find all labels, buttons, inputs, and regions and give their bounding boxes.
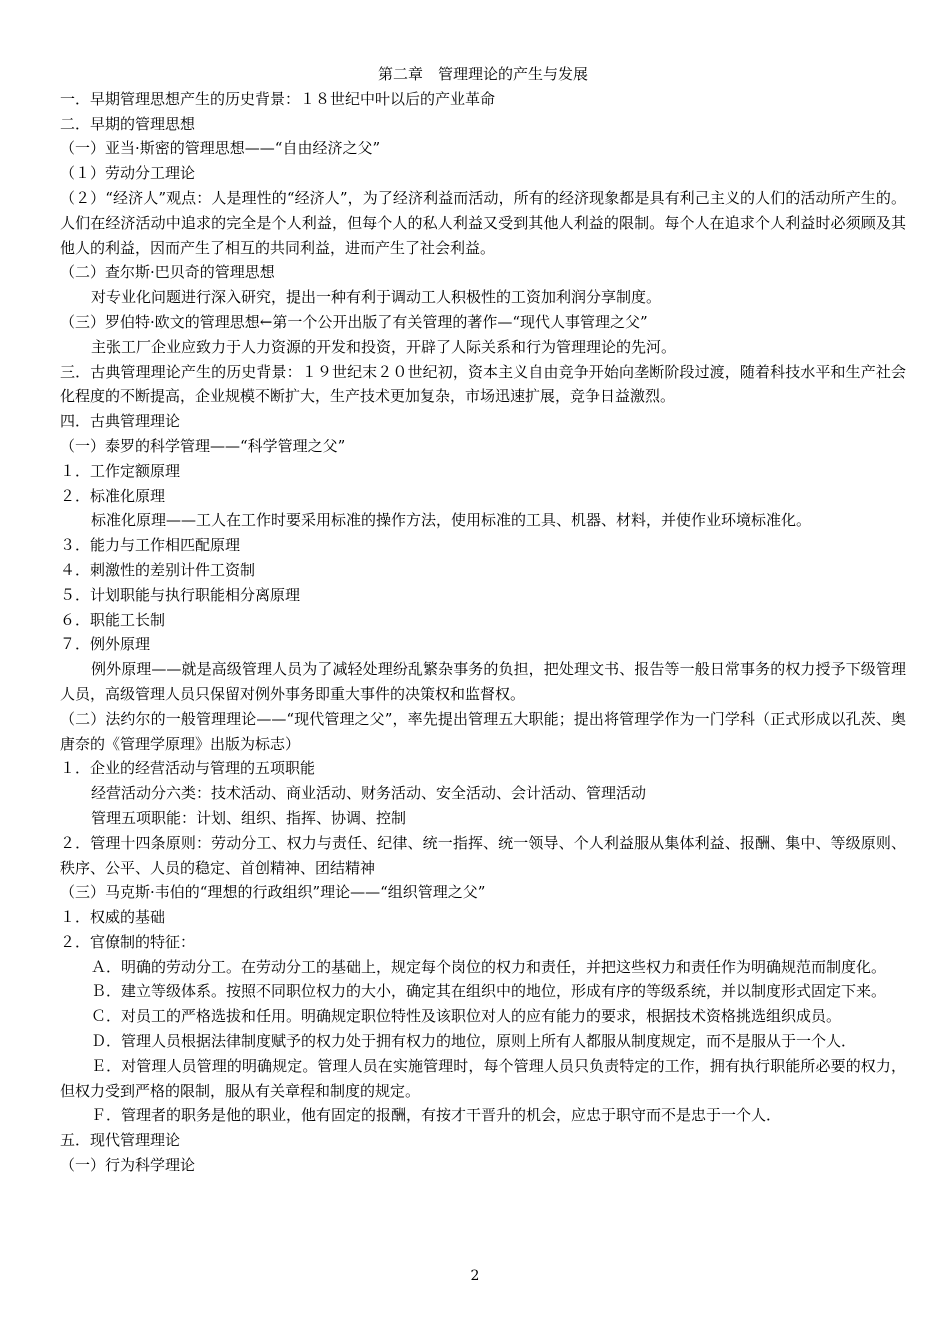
section-heading: 四．古典管理理论 — [60, 412, 181, 431]
subsection-heading: （一）泰罗的科学管理——“科学管理之父” — [60, 436, 346, 455]
page-number: 2 — [470, 1268, 480, 1284]
section-heading: 三．古典管理理论产生的历史背景：１９世纪末２０世纪初，资本主义自由竞争开始向垄断阶段过渡，随着科技水平和生产社会化程度的不断提高，企业规模不断扩大，生产技术更加复杂，市场迅速扩展，竞争日益激烈。 — [60, 362, 906, 406]
list-item: ３．能力与工作相匹配原理 — [60, 536, 241, 555]
subsection-heading: （三）罗伯特·欧文的管理思想←第一个公开出版了有关管理的著作—“现代人事管理之父” — [60, 312, 648, 331]
section-heading: 一．早期管理思想产生的历史背景：１８世纪中叶以后的产业革命 — [60, 89, 496, 108]
paragraph: （２）“经济人”观点：人是理性的“经济人”，为了经济利益而活动，所有的经济现象都是具有利己主义的人们的活动所产生的。人们在经济活动中追求的完全是个人利益，但每个人的私人利益又受到其他人利益的限制。每个人在追求个人利益时必须顾及其他人的利益，因而产生了相互的共同利益，进而产生了社会利益。 — [60, 188, 906, 257]
paragraph: Ｅ．对管理人员管理的明确规定。管理人员在实施管理时，每个管理人员只负责特定的工作，拥有执行职能所必要的权力，但权力受到严格的限制，服从有关章程和制度的规定。 — [60, 1056, 906, 1100]
subsection-heading: （一）行为科学理论 — [60, 1156, 196, 1175]
paragraph: Ｆ．管理者的职务是他的职业，他有固定的报酬，有按才干晋升的机会，应忠于职守而不是忠于一个人． — [91, 1106, 782, 1125]
list-item: ５．计划职能与执行职能相分离原理 — [60, 585, 301, 604]
list-item: １．权威的基础 — [60, 908, 166, 927]
section-heading: 二．早期的管理思想 — [60, 114, 196, 133]
paragraph: Ａ．明确的劳动分工。在劳动分工的基础上，规定每个岗位的权力和责任，并把这些权力和责任作为明确规范而制度化。 — [91, 957, 887, 976]
paragraph: 管理五项职能：计划、组织、指挥、协调、控制 — [91, 808, 407, 827]
item-heading: （１）劳动分工理论 — [60, 164, 196, 183]
paragraph: Ｄ．管理人员根据法律制度赋予的权力处于拥有权力的地位，原则上所有人都服从制度规定，而不是服从于一个人． — [91, 1032, 857, 1051]
list-item: １．工作定额原理 — [60, 461, 181, 480]
paragraph: Ｃ．对员工的严格选拔和任用。明确规定职位特性及该职位对人的应有能力的要求，根据技术资格挑选组织成员。 — [91, 1007, 842, 1026]
subsection-heading: （一）亚当·斯密的管理思想——“自由经济之父” — [60, 139, 381, 158]
paragraph: 例外原理——就是高级管理人员为了减轻处理纷乱繁杂事务的负担，把处理文书、报告等一般日常事务的权力授予下级管理人员，高级管理人员只保留对例外事务即重大事件的决策权和监督权。 — [60, 660, 906, 703]
list-item: ２．管理十四条原则：劳动分工、权力与责任、纪律、统一指挥、统一领导、个人利益服从集体利益、报酬、集中、等级原则、秩序、公平、人员的稳定、首创精神、团结精神 — [60, 833, 906, 877]
paragraph: Ｂ．建立等级体系。按照不同职位权力的大小，确定其在组织中的地位，形成有序的等级系统，并以制度形式固定下来。 — [91, 982, 887, 1001]
list-item: ７．例外原理 — [60, 635, 151, 654]
subsection-heading: （三）马克斯·韦伯的“理想的行政组织”理论——“组织管理之父” — [60, 883, 486, 902]
chapter-title: 第二章 管理理论的产生与发展 — [377, 65, 588, 83]
section-heading: 五．现代管理理论 — [60, 1131, 181, 1150]
list-item: ２．标准化原理 — [60, 486, 166, 505]
list-item: ２．官僚制的特征： — [60, 932, 196, 951]
paragraph: 经营活动分六类：技术活动、商业活动、财务活动、安全活动、会计活动、管理活动 — [91, 784, 647, 803]
paragraph: 对专业化问题进行深入研究，提出一种有利于调动工人积极性的工资加利润分享制度。 — [91, 288, 662, 307]
subsection-heading: （二）查尔斯·巴贝奇的管理思想 — [60, 263, 275, 282]
subsection-heading: （二）法约尔的一般管理理论——“现代管理之父”，率先提出管理五大职能；提出将管理学作为一门学科（正式形成以孔茨、奥唐奈的《管理学原理》出版为标志） — [60, 709, 906, 753]
list-item: １．企业的经营活动与管理的五项职能 — [60, 759, 316, 778]
paragraph: 标准化原理——工人在工作时要采用标准的操作方法，使用标准的工具、机器、材料，并使作业环境标准化。 — [91, 511, 812, 530]
document-page — [60, 62, 906, 1178]
list-item: ６．职能工长制 — [60, 610, 166, 629]
paragraph: 主张工厂企业应致力于人力资源的开发和投资，开辟了人际关系和行为管理理论的先河。 — [91, 337, 677, 356]
list-item: ４．刺激性的差别计件工资制 — [60, 560, 256, 579]
